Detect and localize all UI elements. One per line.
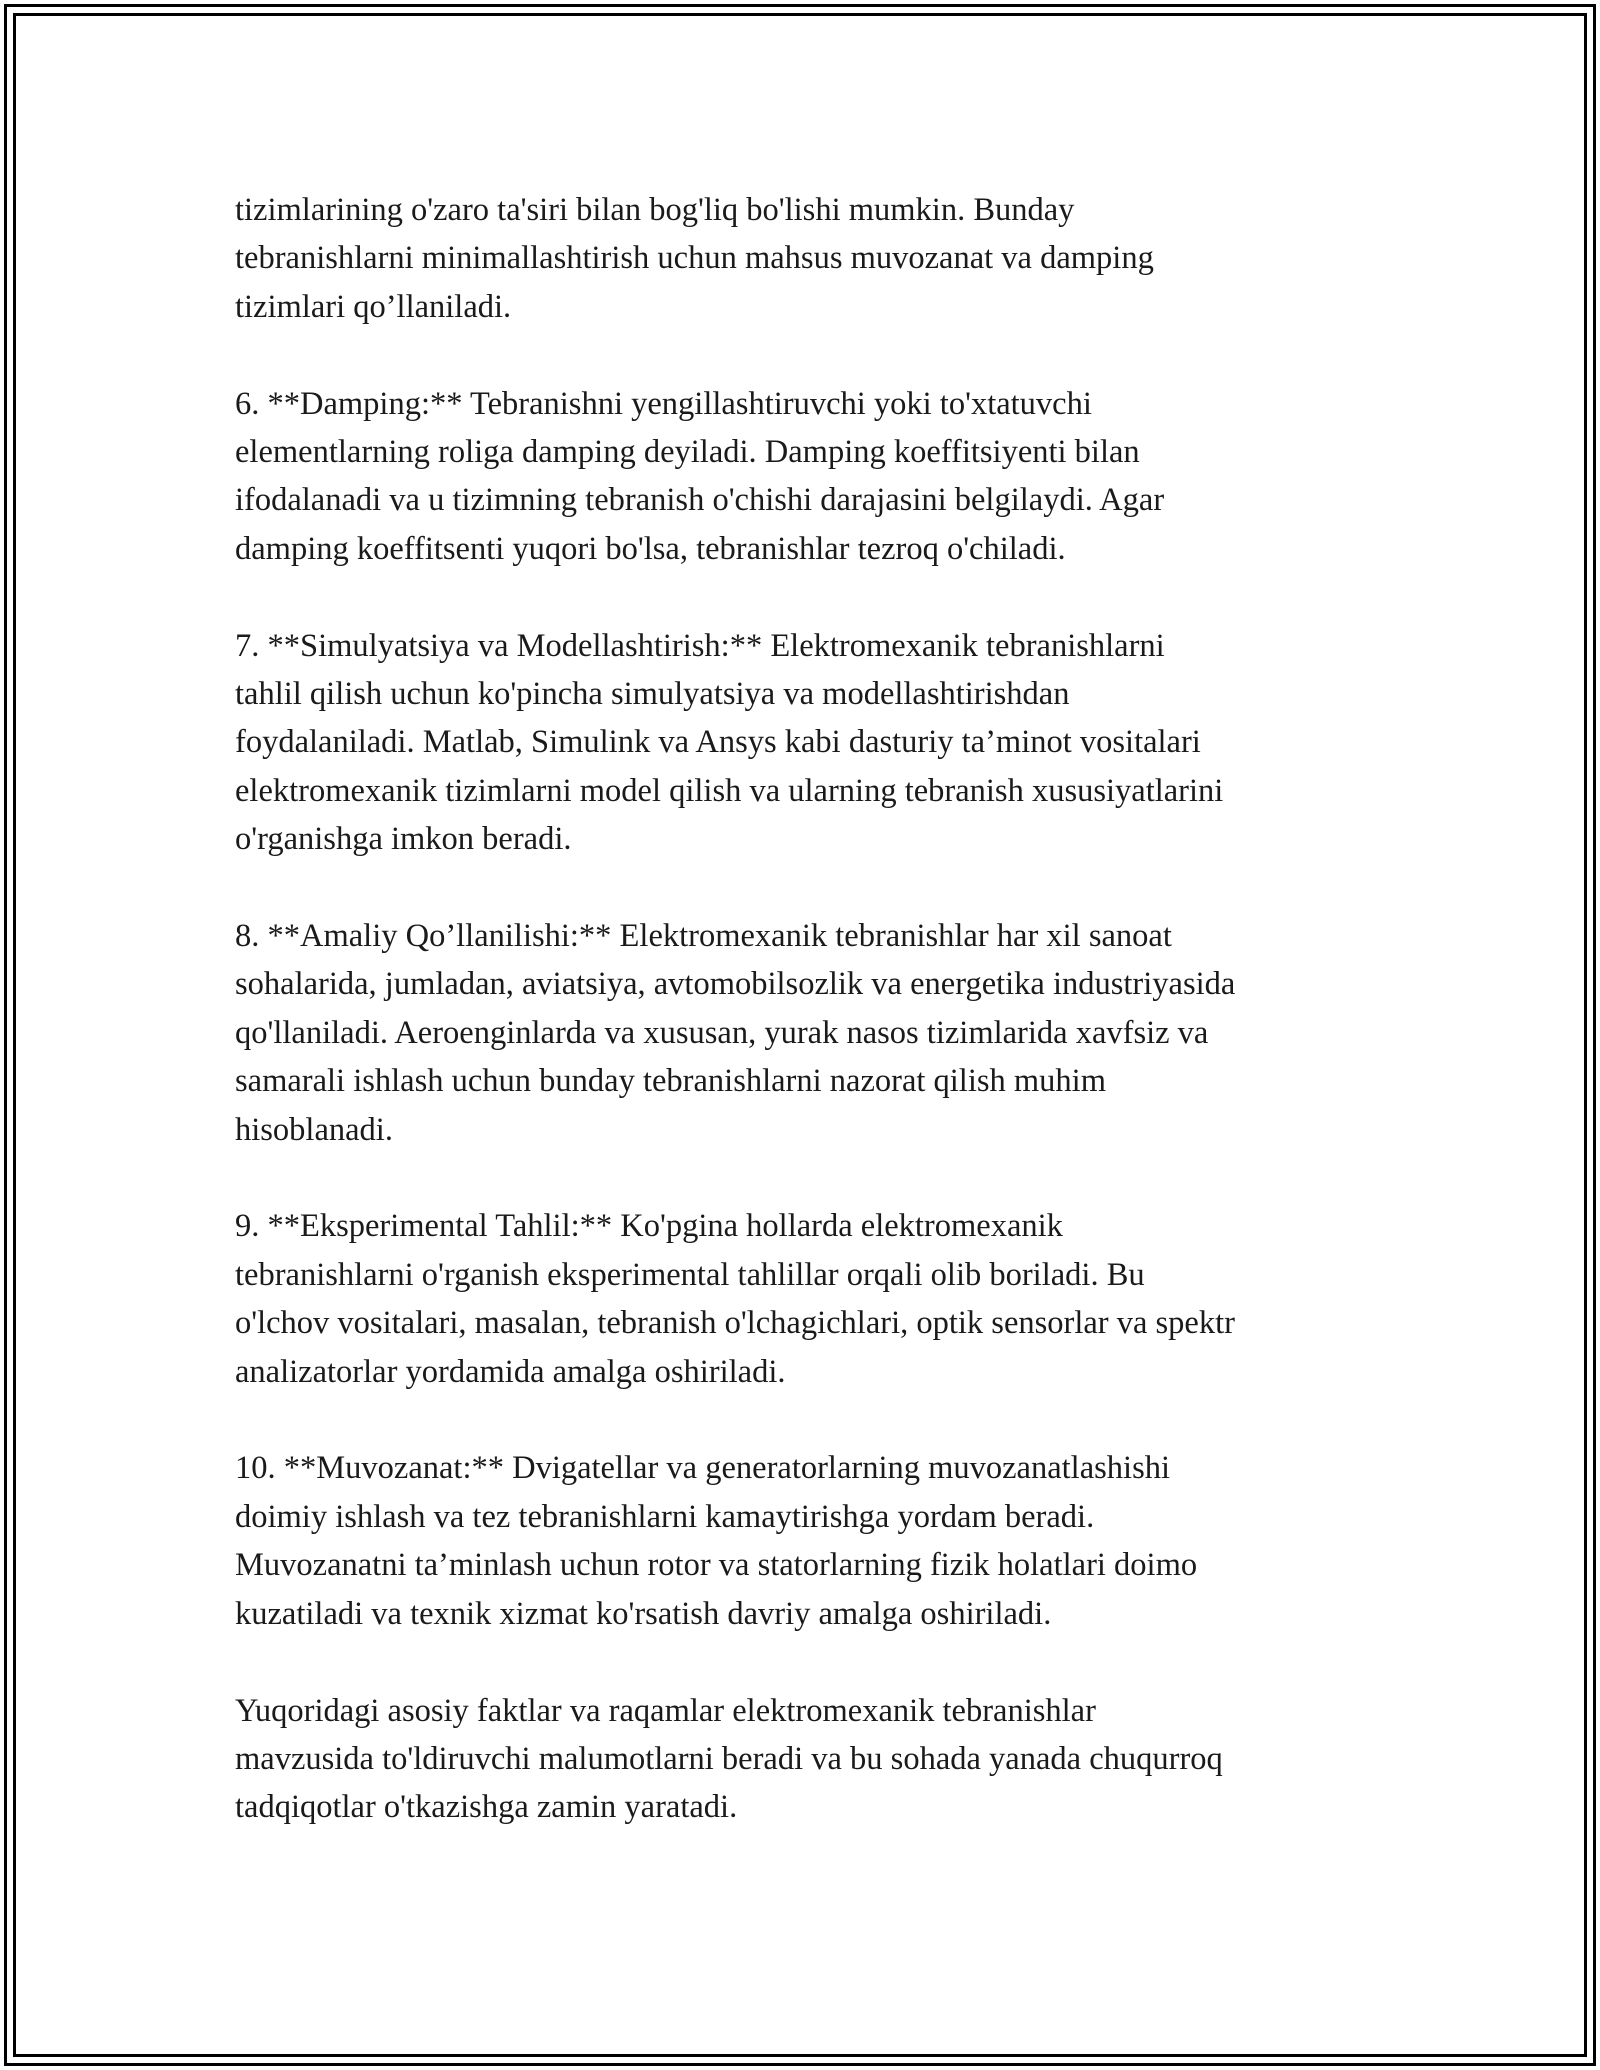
text-line: 7. **Simulyatsiya va Modellashtirish:** Elektromexanik tebranishlarni — [235, 627, 1165, 664]
document-body — [235, 186, 1375, 1880]
text-line: damping koeffitsenti yuqori bo'lsa, tebranishlar tezroq o'chiladi. — [235, 530, 1066, 567]
text-line: elektromexanik tizimlarni model qilish va ularning tebranish xususiyatlarini — [235, 772, 1224, 809]
text-line: elementlarning roliga damping deyiladi. Damping koeffitsiyenti bilan — [235, 434, 1140, 471]
text-line: 10. **Muvozanat:** Dvigatellar va generatorlarning muvozanatlashishi — [235, 1450, 1170, 1487]
text-line: mavzusida to'ldiruvchi malumotlarni beradi va bu sohada yanada chuqurroq — [235, 1740, 1223, 1777]
text-line: analizatorlar yordamida amalga oshiriladi. — [235, 1353, 786, 1390]
text-line: tebranishlarni minimallashtirish uchun mahsus muvozanat va damping — [235, 240, 1154, 277]
text-line: 8. **Amaliy Qo’llanilishi:** Elektromexanik tebranishlar har xil sanoat — [235, 918, 1172, 955]
paragraph-continuation — [235, 186, 1375, 331]
text-line: tizimlari qo’llaniladi. — [235, 288, 512, 325]
text-line: tahlil qilish uchun ko'pincha simulyatsiya va modellashtirishdan — [235, 676, 1070, 713]
text-line: o'lchov vositalari, masalan, tebranish o'lchagichlari, optik sensorlar va spektr — [235, 1305, 1235, 1342]
text-line: hisoblanadi. — [235, 1111, 393, 1148]
paragraph-balance — [235, 1444, 1375, 1638]
text-line: 6. **Damping:** Tebranishni yengillashtiruvchi yoki to'xtatuvchi — [235, 385, 1092, 422]
text-line: Muvozanatni ta’minlash uchun rotor va statorlarning fizik holatlari doimo — [235, 1547, 1198, 1584]
paragraph-damping — [235, 380, 1375, 574]
text-line: 9. **Eksperimental Tahlil:** Ko'pgina hollarda elektromexanik — [235, 1208, 1063, 1245]
text-line: kuzatiladi va texnik xizmat ko'rsatish davriy amalga oshiriladi. — [235, 1595, 1052, 1632]
text-line: doimiy ishlash va tez tebranishlarni kamaytirishga yordam beradi. — [235, 1498, 1095, 1535]
paragraph-experimental — [235, 1202, 1375, 1396]
text-line: samarali ishlash uchun bunday tebranishlarni nazorat qilish muhim — [235, 1063, 1106, 1100]
text-line: ifodalanadi va u tizimning tebranish o'chishi darajasini belgilaydi. Agar — [235, 482, 1165, 519]
text-line: tadqiqotlar o'tkazishga zamin yaratadi. — [235, 1789, 738, 1826]
text-line: o'rganishga imkon beradi. — [235, 821, 572, 858]
paragraph-simulation — [235, 622, 1375, 864]
paragraph-practical-use — [235, 912, 1375, 1154]
text-line: tebranishlarni o'rganish eksperimental tahlillar orqali olib boriladi. Bu — [235, 1256, 1145, 1293]
text-line: foydalaniladi. Matlab, Simulink va Ansys kabi dasturiy ta’minot vositalari — [235, 724, 1201, 761]
text-line: Yuqoridagi asosiy faktlar va raqamlar elektromexanik tebranishlar — [235, 1692, 1096, 1729]
text-line: qo'llaniladi. Aeroenginlarda va xususan, yurak nasos tizimlarida xavfsiz va — [235, 1014, 1209, 1051]
text-line: sohalarida, jumladan, aviatsiya, avtomobilsozlik va energetika industriyasida — [235, 966, 1236, 1003]
paragraph-conclusion — [235, 1687, 1375, 1832]
text-line: tizimlarining o'zaro ta'siri bilan bog'liq bo'lishi mumkin. Bunday — [235, 192, 1075, 228]
